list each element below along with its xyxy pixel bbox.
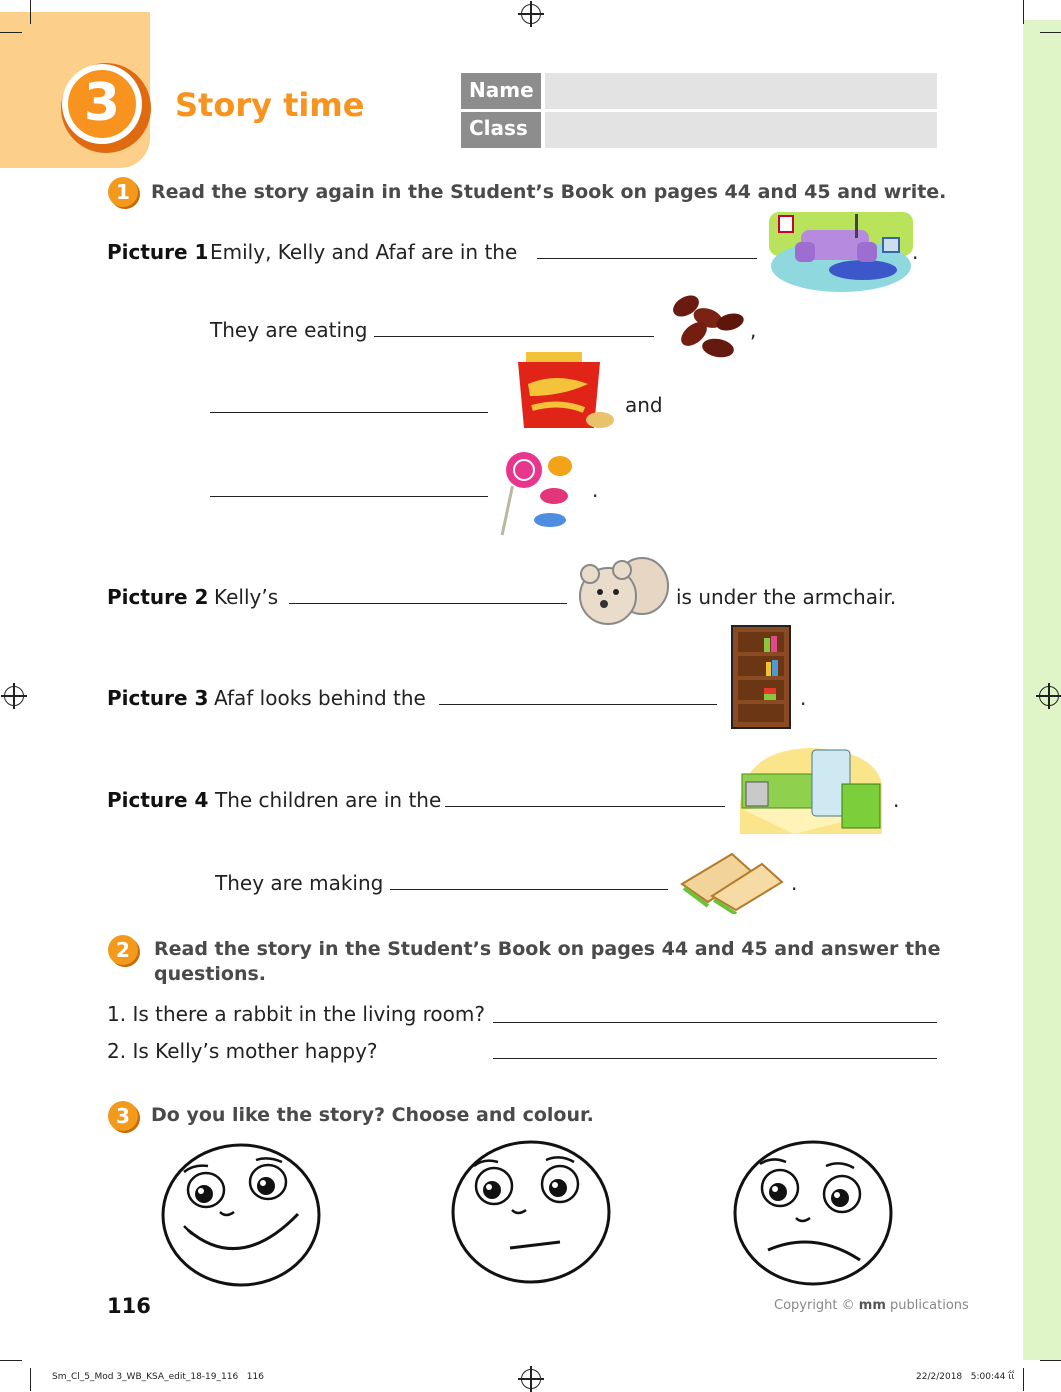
bookcase-picture [730, 624, 792, 730]
sad-face-icon[interactable] [730, 1138, 896, 1288]
answer-line-q2[interactable] [493, 1058, 937, 1059]
registration-mark-icon [4, 686, 24, 706]
unit-title: Story time [175, 86, 365, 124]
exercise-2-instruction-line-1: Read the story in the Student’s Book on pages 44 and 45 and answer the [154, 938, 941, 960]
eating-end: , [750, 318, 757, 342]
name-label: Name [461, 73, 541, 109]
page-number: 116 [107, 1294, 151, 1318]
unit-number: 3 [83, 73, 121, 133]
answer-line-room[interactable] [537, 258, 757, 259]
happy-face-icon[interactable] [158, 1142, 324, 1288]
answer-line-kitchen[interactable] [445, 806, 725, 807]
registration-mark-icon [1039, 686, 1059, 706]
eating-text: They are eating [210, 318, 368, 342]
copyright [774, 1298, 969, 1313]
class-field[interactable] [545, 112, 937, 148]
answer-line-sandwiches[interactable] [390, 889, 668, 890]
name-field[interactable] [545, 73, 937, 109]
kitchen-picture [734, 744, 886, 836]
picture-3-text: Afaf looks behind the [214, 686, 426, 710]
picture-1-label: Picture 1 [107, 240, 209, 264]
exercise-3-instruction: Do you like the story? Choose and colour. [151, 1104, 594, 1126]
slug-file: Sm_Cl_5_Mod 3_WB_KSA_edit_18-19_116 116 [52, 1372, 264, 1382]
picture-4-label: Picture 4 [107, 788, 209, 812]
picture-2-after: is under the armchair. [676, 585, 897, 609]
exercise-2-instruction-line-2: questions. [154, 963, 267, 985]
question-2: 2. Is Kelly’s mother happy? [107, 1039, 378, 1063]
exercise-2-badge: 2 [108, 935, 138, 965]
registration-mark-icon [521, 1369, 541, 1389]
dates-picture [664, 290, 748, 364]
picture-1-end: . [912, 240, 919, 264]
picture-4-text: The children are in the [215, 788, 442, 812]
making-text: They are making [215, 871, 384, 895]
registration-mark-icon [521, 4, 541, 24]
picture-4-end: . [893, 788, 900, 812]
unit-badge [58, 60, 154, 156]
crop-mark [1023, 0, 1024, 24]
crisps-picture [512, 348, 616, 434]
exercise-1-badge: 1 [108, 177, 138, 207]
picture-3-end: . [800, 686, 807, 710]
class-label: Class [461, 112, 541, 148]
crop-mark [1023, 1368, 1024, 1391]
answer-line-dates[interactable] [374, 336, 654, 337]
picture-2-text: Kelly’s [214, 585, 279, 609]
teddy-bear-picture [574, 552, 674, 632]
sweets-picture [500, 446, 586, 538]
answer-line-teddy[interactable] [289, 603, 567, 604]
picture-1-text: Emily, Kelly and Afaf are in the [210, 240, 518, 264]
copyright-prefix: Copyright © [774, 1298, 855, 1313]
living-room-picture [765, 208, 917, 294]
copyright-suffix: publications [890, 1298, 969, 1313]
answer-line-sweets[interactable] [210, 496, 488, 497]
answer-line-crisps[interactable] [210, 412, 488, 413]
and-text: and [625, 393, 663, 417]
question-1: 1. Is there a rabbit in the living room? [107, 1002, 485, 1026]
sweets-end: . [592, 478, 599, 502]
crop-mark [1040, 32, 1061, 33]
exercise-1-instruction: Read the story again in the Student’s Book on pages 44 and 45 and write. [151, 181, 947, 203]
crop-mark [1040, 1360, 1061, 1361]
exercise-3-badge: 3 [108, 1101, 138, 1131]
crop-mark [30, 1368, 31, 1391]
crop-mark [0, 32, 22, 33]
slug-date: 22/2/2018 5:00:44 ΐΐ [916, 1372, 1015, 1382]
picture-2-label: Picture 2 [107, 585, 209, 609]
crop-mark [30, 0, 31, 24]
making-end: . [791, 871, 798, 895]
sandwiches-picture [678, 848, 786, 914]
crop-mark [0, 1360, 22, 1361]
picture-3-label: Picture 3 [107, 686, 209, 710]
answer-line-q1[interactable] [493, 1022, 937, 1023]
answer-line-bookcase[interactable] [439, 704, 717, 705]
neutral-face-icon[interactable] [448, 1138, 614, 1286]
copyright-brand: mm [858, 1298, 886, 1313]
